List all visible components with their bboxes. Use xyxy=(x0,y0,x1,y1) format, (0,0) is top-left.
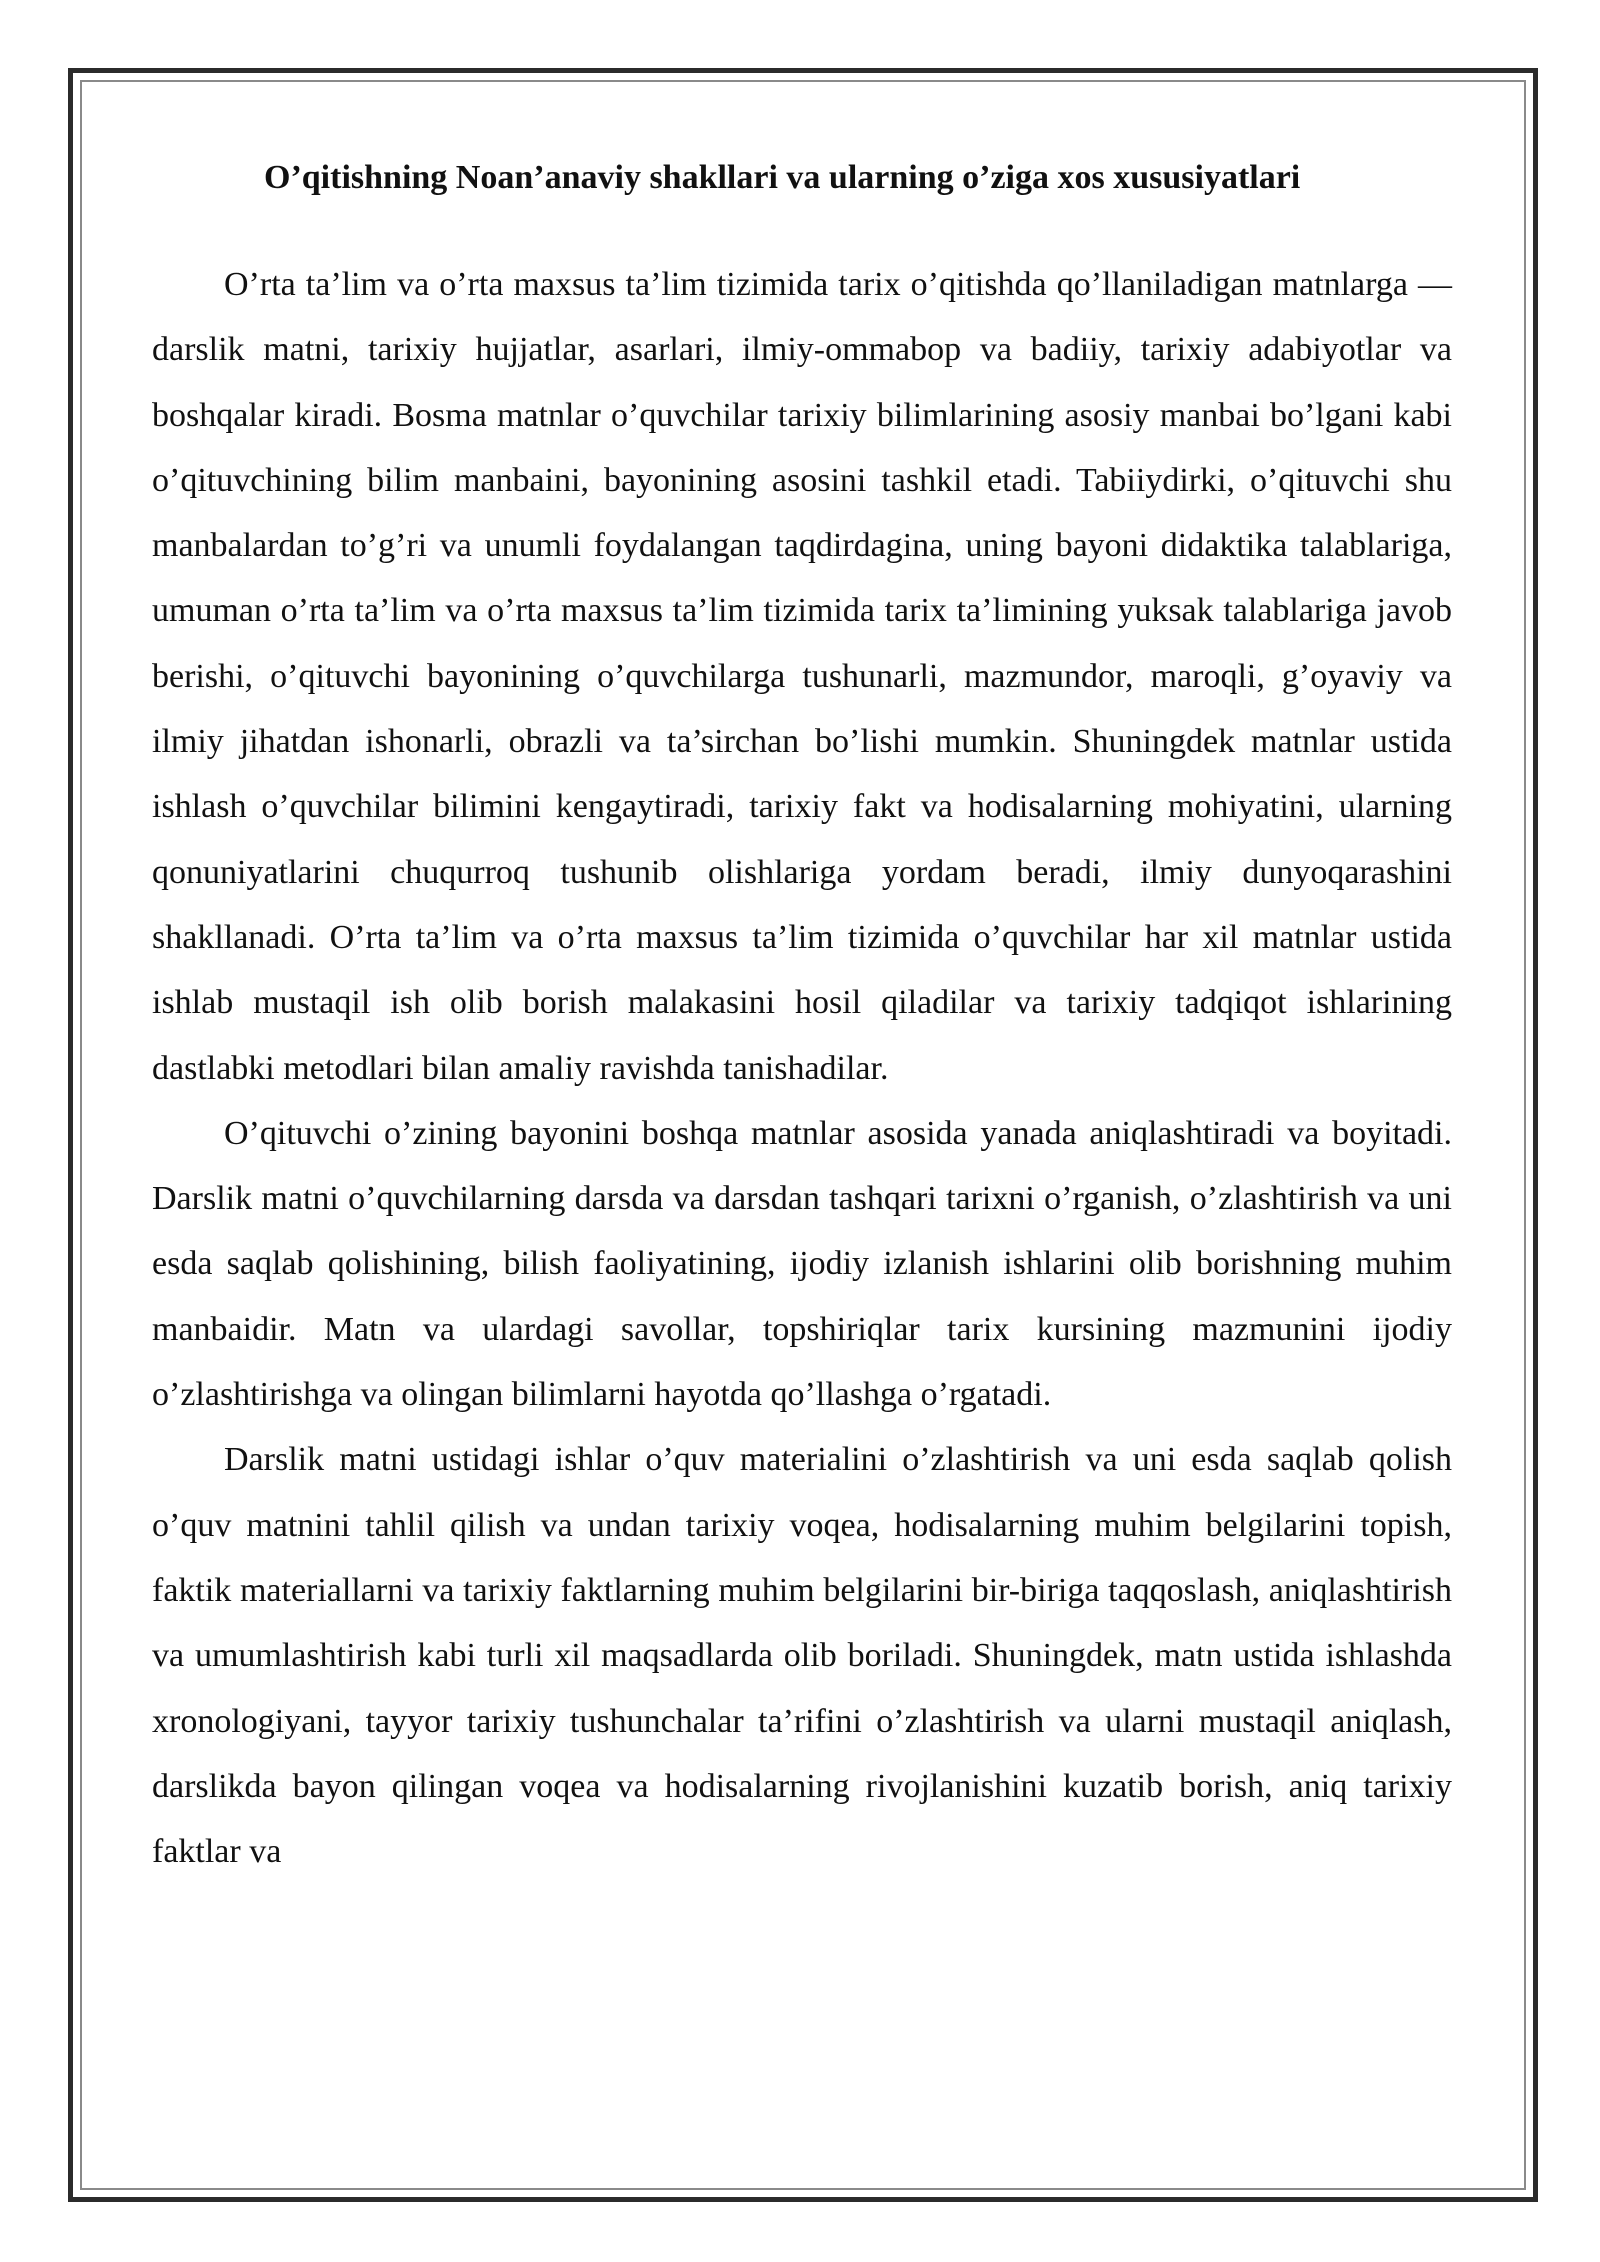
document-title: O’qitishning Noan’anaviy shakllari va ularning o’ziga xos xususiyatlari xyxy=(264,159,1301,196)
paragraph-2: O’qituvchi o’zining bayonini boshqa matnlar asosida yanada aniqlashtiradi va boyitadi. Darslik matni o’quvchilarning darsda va darsdan tashqari tarixni o’rganish, o’zlashtirish va uni esda saqlab qolishining, bilish faoliyatining, ijodiy izlanish ishlarini olib borishning muhim manbaidir. Matn va ulardagi savollar, topshiriqlar tarix kursining mazmunini ijodiy o’zlashtirishga va olingan bilimlarni hayotda qo’llashga o’rgatadi. xyxy=(152,1114,1452,1414)
paragraph-1: O’rta ta’lim va o’rta maxsus ta’lim tizimida tarix o’qitishda qo’llaniladigan matnlarga — darslik matni, tarixiy hujjatlar, asarlari, ilmiy-ommabop va badiiy, tarixiy adabiyotlar va boshqalar kiradi. Bosma matnlar o’quvchilar tarixiy bilimlarining asosiy manbai bo’lgani kabi o’qituvchining bilim manbaini, bayonining asosini tashkil etadi. Tabiiydirki, o’qituvchi shu manbalardan to’g’ri va unumli foydalangan taqdirdagina, uning bayoni didaktika talablariga, umuman o’rta ta’lim va o’rta maxsus ta’lim tizimida tarix ta’limining yuksak talablariga javob berishi, o’qituvchi bayonining o’quvchilarga tushunarli, mazmundor, maroqli, g’oyaviy va ilmiy jihatdan ishonarli, obrazli va ta’sirchan bo’lishi mumkin. Shuningdek matnlar ustida ishlash o’quvchilar bilimini kengaytiradi, tarixiy fakt va hodisalarning mohiyatini, ularning qonuniyatlarini chuqurroq tushunib olishlariga yordam beradi, ilmiy dunyoqarashini shakllanadi. O’rta ta’lim va o’rta maxsus ta’lim tizimida o’quvchilar har xil matnlar ustida ishlab mustaqil ish olib borish malakasini hosil qiladilar va tarixiy tadqiqot ishlarining dastlabki metodlari bilan amaliy ravishda tanishadilar. xyxy=(152,266,1452,1087)
paragraph-3: Darslik matni ustidagi ishlar o’quv materialini o’zlashtirish va uni esda saqlab qolish o’quv matnini tahlil qilish va undan tarixiy voqea, hodisalarning muhim belgilarini topish, faktik materiallarni va tarixiy faktlarning muhim belgilarini bir-biriga taqqoslash, aniqlashtirish va umumlashtirish kabi turli xil maqsadlarda olib boriladi. Shuningdek, matn ustida ishlashda xronologiyani, tayyor tarixiy tushunchalar ta’rifini o’zlashtirish va ularni mustaqil aniqlash, darslikda bayon qilingan voqea va hodisalarning rivojlanishini kuzatib borish, aniq tarixiy faktlar va xyxy=(152,1441,1452,1871)
document-body xyxy=(152,148,1452,1884)
